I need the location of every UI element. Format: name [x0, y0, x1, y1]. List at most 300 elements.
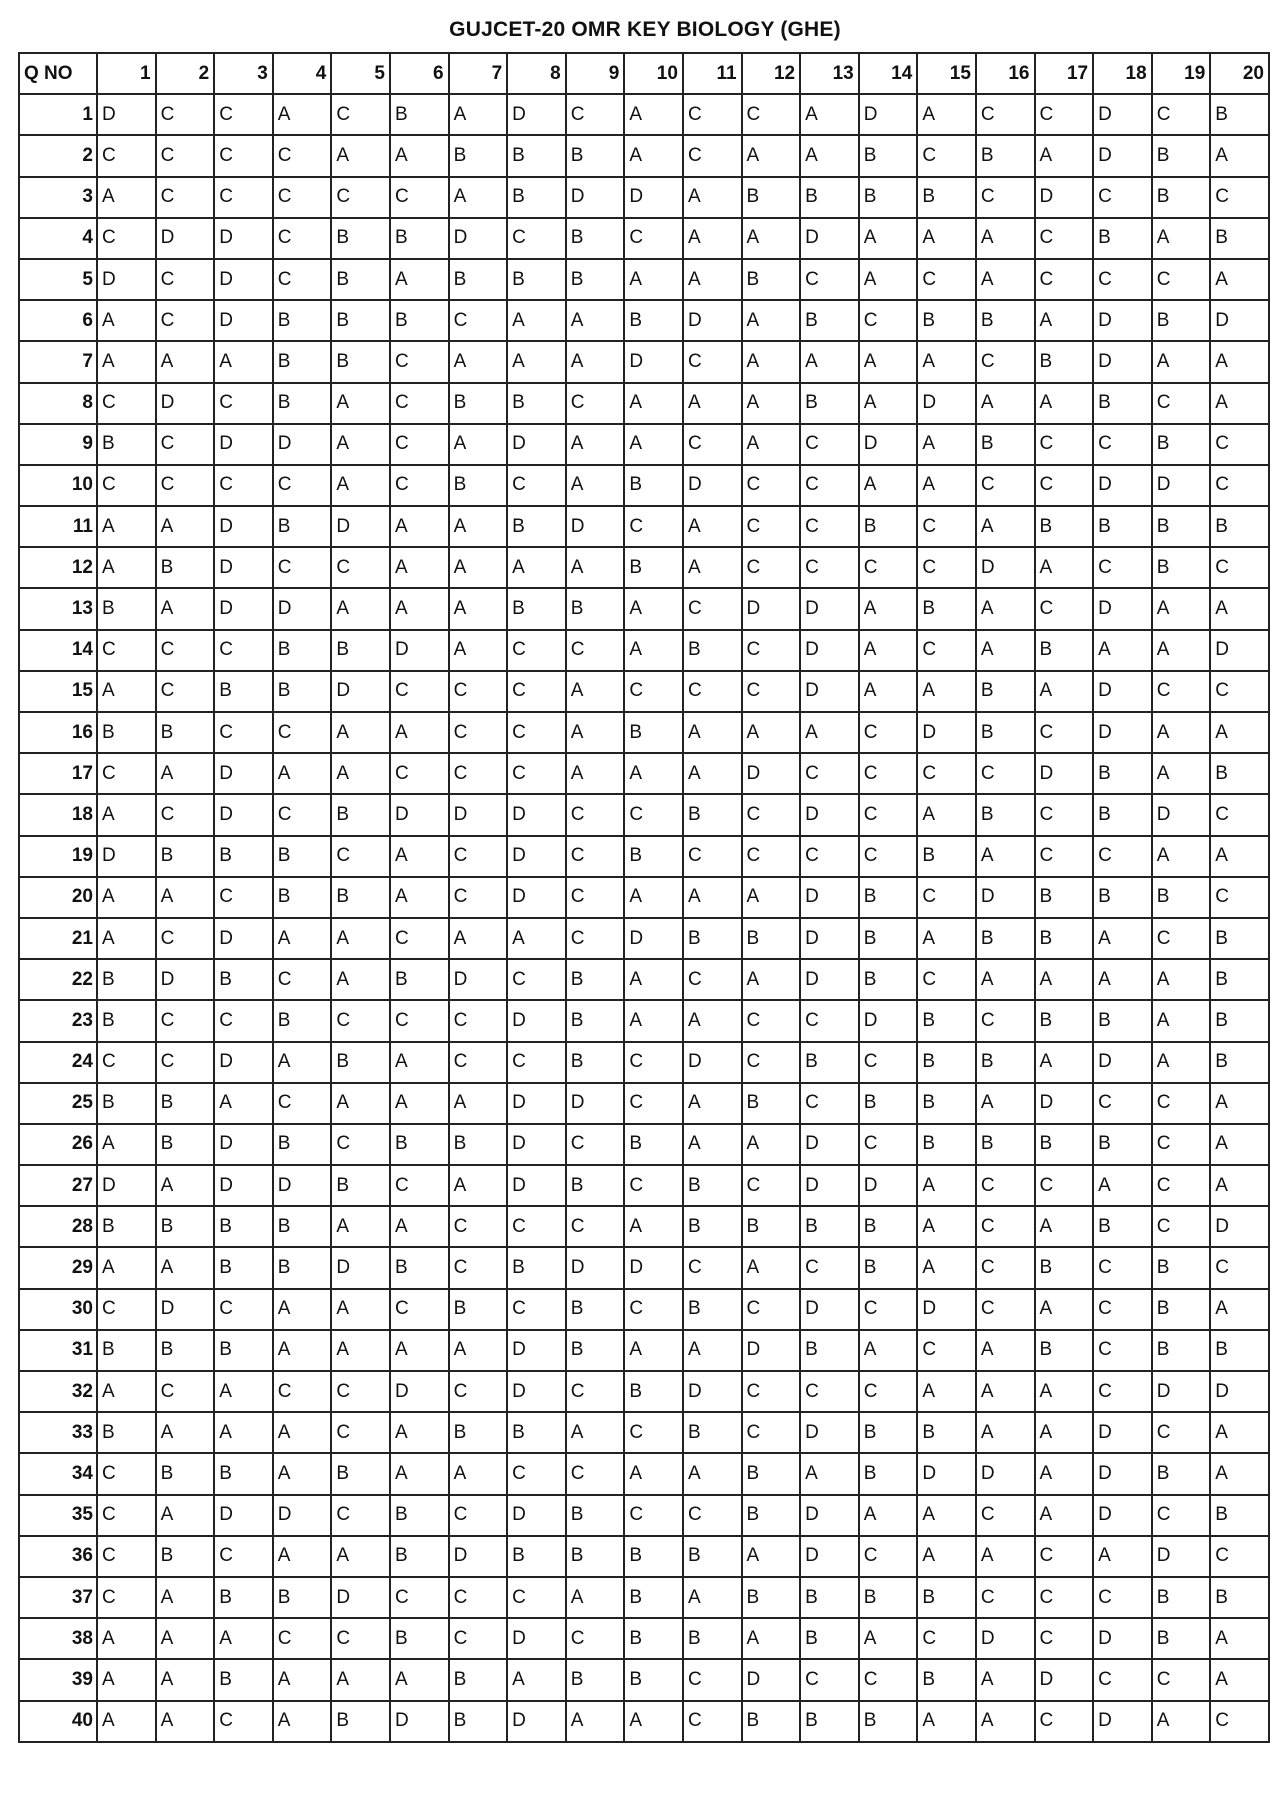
answer-cell: B: [566, 1165, 625, 1206]
answer-cell: C: [683, 959, 742, 1000]
answer-cell: D: [800, 1124, 859, 1165]
answer-cell: D: [507, 94, 566, 135]
answer-cell: D: [624, 177, 683, 218]
answer-cell: B: [507, 135, 566, 176]
answer-cell: D: [1035, 753, 1094, 794]
set-header: 14: [859, 53, 918, 94]
answer-cell: D: [97, 1165, 156, 1206]
answer-cell: A: [624, 383, 683, 424]
answer-cell: C: [390, 465, 449, 506]
answer-cell: C: [273, 959, 332, 1000]
answer-cell: A: [1093, 959, 1152, 1000]
answer-cell: D: [917, 1453, 976, 1494]
answer-cell: C: [566, 1618, 625, 1659]
answer-cell: C: [273, 712, 332, 753]
answer-cell: B: [1210, 218, 1269, 259]
answer-cell: C: [800, 836, 859, 877]
answer-cell: B: [800, 177, 859, 218]
answer-cell: C: [1210, 465, 1269, 506]
answer-cell: C: [449, 1206, 508, 1247]
answer-cell: C: [156, 465, 215, 506]
answer-cell: A: [390, 1206, 449, 1247]
answer-cell: A: [1210, 588, 1269, 629]
answer-cell: B: [566, 959, 625, 1000]
answer-cell: D: [156, 383, 215, 424]
answer-cell: C: [97, 1042, 156, 1083]
answer-cell: C: [97, 630, 156, 671]
answer-cell: C: [976, 1247, 1035, 1288]
answer-cell: A: [97, 1247, 156, 1288]
answer-cell: A: [683, 177, 742, 218]
answer-cell: C: [800, 465, 859, 506]
answer-cell: C: [273, 259, 332, 300]
answer-cell: C: [449, 1495, 508, 1536]
answer-cell: A: [331, 588, 390, 629]
answer-cell: A: [566, 1412, 625, 1453]
question-number: 4: [19, 218, 97, 259]
answer-cell: A: [624, 588, 683, 629]
table-row: [19, 1577, 1269, 1618]
question-number: 2: [19, 135, 97, 176]
answer-cell: D: [800, 959, 859, 1000]
answer-cell: C: [331, 1412, 390, 1453]
answer-cell: B: [742, 1083, 801, 1124]
question-number: 27: [19, 1165, 97, 1206]
answer-cell: A: [507, 547, 566, 588]
question-number: 39: [19, 1659, 97, 1700]
answer-cell: B: [1210, 94, 1269, 135]
table-row: [19, 177, 1269, 218]
answer-cell: A: [859, 671, 918, 712]
answer-cell: C: [1035, 1536, 1094, 1577]
answer-cell: C: [214, 135, 273, 176]
answer-cell: D: [800, 630, 859, 671]
answer-cell: B: [156, 1206, 215, 1247]
answer-cell: C: [859, 753, 918, 794]
answer-cell: A: [683, 877, 742, 918]
answer-cell: D: [1093, 1618, 1152, 1659]
answer-cell: D: [800, 918, 859, 959]
answer-cell: B: [449, 465, 508, 506]
answer-cell: B: [917, 588, 976, 629]
answer-cell: A: [859, 465, 918, 506]
answer-cell: C: [449, 1247, 508, 1288]
answer-cell: A: [917, 794, 976, 835]
answer-cell: D: [1093, 671, 1152, 712]
answer-cell: A: [624, 877, 683, 918]
answer-cell: B: [624, 1536, 683, 1577]
answer-cell: C: [859, 1536, 918, 1577]
answer-cell: D: [976, 1618, 1035, 1659]
question-number: 1: [19, 94, 97, 135]
answer-cell: C: [1035, 218, 1094, 259]
answer-cell: B: [1093, 218, 1152, 259]
answer-cell: D: [1210, 1206, 1269, 1247]
answer-cell: A: [800, 341, 859, 382]
answer-cell: C: [390, 424, 449, 465]
answer-cell: B: [742, 259, 801, 300]
answer-cell: A: [1152, 341, 1211, 382]
answer-cell: A: [97, 300, 156, 341]
answer-cell: A: [390, 877, 449, 918]
answer-cell: B: [859, 1412, 918, 1453]
answer-cell: D: [390, 794, 449, 835]
answer-cell: C: [449, 300, 508, 341]
table-body: [19, 94, 1269, 1742]
table-header: [19, 53, 1269, 94]
answer-cell: D: [507, 424, 566, 465]
answer-cell: C: [273, 1083, 332, 1124]
answer-cell: C: [742, 94, 801, 135]
table-row: [19, 1000, 1269, 1041]
answer-cell: B: [1035, 341, 1094, 382]
answer-cell: C: [742, 506, 801, 547]
answer-cell: C: [1152, 1659, 1211, 1700]
answer-cell: C: [976, 177, 1035, 218]
answer-cell: B: [1152, 877, 1211, 918]
answer-cell: C: [1093, 1289, 1152, 1330]
question-number: 40: [19, 1701, 97, 1742]
answer-cell: A: [566, 712, 625, 753]
answer-cell: C: [917, 753, 976, 794]
set-header: 18: [1093, 53, 1152, 94]
answer-cell: B: [1152, 1289, 1211, 1330]
table-row: [19, 341, 1269, 382]
table-row: [19, 1495, 1269, 1536]
answer-cell: A: [624, 259, 683, 300]
answer-cell: D: [800, 1536, 859, 1577]
answer-cell: A: [390, 836, 449, 877]
answer-cell: A: [273, 94, 332, 135]
table-row: [19, 712, 1269, 753]
answer-cell: C: [214, 465, 273, 506]
answer-cell: D: [1210, 1371, 1269, 1412]
answer-cell: C: [273, 547, 332, 588]
answer-cell: C: [683, 1701, 742, 1742]
answer-cell: C: [742, 671, 801, 712]
answer-cell: A: [331, 1289, 390, 1330]
answer-cell: A: [742, 959, 801, 1000]
answer-cell: C: [156, 671, 215, 712]
set-header: 16: [976, 53, 1035, 94]
answer-cell: B: [800, 383, 859, 424]
answer-cell: A: [214, 1412, 273, 1453]
answer-cell: D: [1093, 135, 1152, 176]
answer-cell: A: [1035, 1042, 1094, 1083]
answer-cell: C: [449, 877, 508, 918]
answer-cell: C: [1035, 794, 1094, 835]
answer-cell: B: [859, 1206, 918, 1247]
answer-cell: C: [917, 1618, 976, 1659]
answer-cell: A: [683, 1083, 742, 1124]
answer-cell: C: [859, 547, 918, 588]
answer-cell: C: [566, 94, 625, 135]
answer-cell: C: [1210, 671, 1269, 712]
answer-cell: A: [449, 630, 508, 671]
answer-cell: B: [331, 1701, 390, 1742]
answer-cell: B: [156, 712, 215, 753]
answer-cell: C: [1152, 1495, 1211, 1536]
answer-cell: C: [1035, 1165, 1094, 1206]
answer-cell: B: [917, 300, 976, 341]
answer-cell: B: [683, 630, 742, 671]
answer-cell: D: [1093, 712, 1152, 753]
answer-cell: B: [859, 1083, 918, 1124]
answer-cell: A: [859, 1330, 918, 1371]
answer-cell: C: [507, 1453, 566, 1494]
answer-cell: C: [566, 1206, 625, 1247]
answer-cell: B: [273, 1000, 332, 1041]
answer-cell: B: [156, 1330, 215, 1371]
answer-cell: B: [683, 794, 742, 835]
question-number: 8: [19, 383, 97, 424]
answer-cell: C: [800, 259, 859, 300]
answer-cell: B: [331, 300, 390, 341]
table-row: [19, 671, 1269, 712]
answer-cell: A: [976, 1371, 1035, 1412]
answer-cell: D: [156, 1289, 215, 1330]
table-row: [19, 1124, 1269, 1165]
answer-cell: D: [800, 218, 859, 259]
answer-cell: C: [449, 712, 508, 753]
answer-cell: A: [507, 300, 566, 341]
answer-cell: D: [742, 1659, 801, 1700]
answer-cell: A: [1210, 1453, 1269, 1494]
answer-cell: B: [1093, 383, 1152, 424]
answer-cell: A: [97, 1701, 156, 1742]
answer-cell: D: [1210, 300, 1269, 341]
table-row: [19, 1412, 1269, 1453]
answer-cell: A: [331, 135, 390, 176]
answer-cell: B: [800, 1577, 859, 1618]
answer-cell: B: [566, 135, 625, 176]
answer-cell: A: [976, 1412, 1035, 1453]
answer-cell: A: [449, 1330, 508, 1371]
answer-cell: D: [1093, 300, 1152, 341]
answer-cell: B: [859, 918, 918, 959]
answer-cell: A: [156, 1165, 215, 1206]
answer-cell: A: [800, 1453, 859, 1494]
answer-cell: A: [331, 1330, 390, 1371]
answer-cell: D: [97, 259, 156, 300]
answer-cell: A: [390, 1412, 449, 1453]
answer-cell: C: [859, 794, 918, 835]
answer-cell: A: [859, 630, 918, 671]
answer-cell: B: [331, 1042, 390, 1083]
answer-cell: B: [390, 300, 449, 341]
question-number: 38: [19, 1618, 97, 1659]
answer-cell: B: [566, 1000, 625, 1041]
answer-cell: C: [1035, 94, 1094, 135]
answer-cell: B: [97, 1083, 156, 1124]
answer-cell: C: [859, 1371, 918, 1412]
answer-cell: A: [273, 1659, 332, 1700]
answer-cell: B: [97, 712, 156, 753]
answer-cell: B: [1152, 177, 1211, 218]
answer-cell: C: [273, 177, 332, 218]
answer-cell: A: [214, 341, 273, 382]
answer-cell: C: [507, 218, 566, 259]
answer-cell: B: [1152, 300, 1211, 341]
answer-cell: A: [156, 877, 215, 918]
answer-cell: B: [917, 1412, 976, 1453]
answer-cell: B: [449, 259, 508, 300]
answer-cell: C: [273, 1371, 332, 1412]
answer-cell: A: [683, 1330, 742, 1371]
answer-cell: C: [507, 630, 566, 671]
answer-cell: A: [1152, 1042, 1211, 1083]
answer-cell: B: [214, 1453, 273, 1494]
answer-cell: C: [214, 712, 273, 753]
answer-cell: C: [1152, 383, 1211, 424]
answer-cell: A: [156, 1659, 215, 1700]
answer-cell: A: [97, 671, 156, 712]
answer-cell: B: [683, 1618, 742, 1659]
answer-cell: C: [859, 1289, 918, 1330]
answer-cell: D: [1093, 1701, 1152, 1742]
set-header: 5: [331, 53, 390, 94]
question-number: 23: [19, 1000, 97, 1041]
answer-cell: B: [566, 1495, 625, 1536]
answer-cell: D: [1152, 1536, 1211, 1577]
set-header: 11: [683, 53, 742, 94]
answer-cell: D: [800, 1165, 859, 1206]
answer-cell: D: [214, 547, 273, 588]
answer-cell: A: [1035, 1289, 1094, 1330]
answer-cell: A: [214, 1618, 273, 1659]
answer-cell: D: [390, 1371, 449, 1412]
omr-key-table: [18, 52, 1270, 1743]
answer-cell: B: [917, 1124, 976, 1165]
question-number: 16: [19, 712, 97, 753]
set-header: 4: [273, 53, 332, 94]
answer-cell: A: [1152, 630, 1211, 671]
table-row: [19, 424, 1269, 465]
question-number: 17: [19, 753, 97, 794]
question-number: 22: [19, 959, 97, 1000]
answer-cell: B: [800, 1330, 859, 1371]
answer-cell: A: [1152, 1701, 1211, 1742]
answer-cell: A: [566, 465, 625, 506]
answer-cell: A: [1152, 836, 1211, 877]
answer-cell: A: [331, 1536, 390, 1577]
answer-cell: D: [683, 1371, 742, 1412]
answer-cell: A: [1210, 383, 1269, 424]
answer-cell: D: [742, 588, 801, 629]
table-row: [19, 794, 1269, 835]
answer-cell: C: [624, 671, 683, 712]
answer-cell: A: [976, 1659, 1035, 1700]
answer-cell: C: [273, 218, 332, 259]
answer-cell: D: [507, 1165, 566, 1206]
answer-cell: C: [331, 1000, 390, 1041]
answer-cell: D: [1093, 94, 1152, 135]
answer-cell: A: [97, 506, 156, 547]
answer-cell: B: [859, 877, 918, 918]
table-row: [19, 1701, 1269, 1742]
question-number: 36: [19, 1536, 97, 1577]
answer-cell: A: [449, 341, 508, 382]
answer-cell: C: [917, 547, 976, 588]
answer-cell: A: [1210, 1659, 1269, 1700]
question-number: 28: [19, 1206, 97, 1247]
answer-cell: B: [624, 836, 683, 877]
answer-cell: D: [1035, 1659, 1094, 1700]
answer-cell: B: [859, 959, 918, 1000]
answer-cell: B: [214, 671, 273, 712]
answer-cell: B: [1093, 753, 1152, 794]
answer-cell: B: [976, 1042, 1035, 1083]
answer-cell: B: [566, 218, 625, 259]
answer-cell: C: [1152, 94, 1211, 135]
answer-cell: B: [1152, 424, 1211, 465]
set-header: 7: [449, 53, 508, 94]
answer-cell: A: [624, 1206, 683, 1247]
answer-cell: C: [1035, 836, 1094, 877]
answer-cell: D: [449, 959, 508, 1000]
answer-cell: B: [976, 794, 1035, 835]
table-row: [19, 547, 1269, 588]
answer-cell: D: [507, 877, 566, 918]
answer-cell: B: [1152, 1247, 1211, 1288]
question-number: 5: [19, 259, 97, 300]
answer-cell: A: [1210, 135, 1269, 176]
answer-cell: A: [1210, 1289, 1269, 1330]
answer-cell: C: [156, 918, 215, 959]
answer-cell: B: [331, 794, 390, 835]
answer-cell: C: [449, 1577, 508, 1618]
answer-cell: D: [800, 1289, 859, 1330]
answer-cell: C: [1152, 1165, 1211, 1206]
table-row: [19, 1330, 1269, 1371]
answer-cell: A: [683, 1453, 742, 1494]
answer-cell: A: [1210, 1165, 1269, 1206]
answer-cell: A: [976, 1083, 1035, 1124]
answer-cell: B: [917, 1083, 976, 1124]
answer-cell: D: [214, 1165, 273, 1206]
answer-cell: A: [449, 1453, 508, 1494]
answer-cell: C: [156, 1371, 215, 1412]
answer-cell: C: [214, 877, 273, 918]
answer-cell: B: [859, 506, 918, 547]
answer-cell: C: [507, 1577, 566, 1618]
answer-cell: A: [976, 383, 1035, 424]
answer-cell: C: [1152, 1083, 1211, 1124]
table-row: [19, 918, 1269, 959]
answer-cell: C: [1035, 712, 1094, 753]
answer-cell: B: [624, 1577, 683, 1618]
answer-cell: B: [859, 1577, 918, 1618]
answer-cell: B: [273, 836, 332, 877]
answer-cell: B: [1035, 506, 1094, 547]
answer-cell: C: [800, 1371, 859, 1412]
answer-cell: C: [917, 959, 976, 1000]
answer-cell: A: [1035, 300, 1094, 341]
answer-cell: C: [917, 877, 976, 918]
question-number: 30: [19, 1289, 97, 1330]
answer-cell: A: [273, 1453, 332, 1494]
answer-cell: B: [390, 1536, 449, 1577]
answer-cell: D: [449, 218, 508, 259]
answer-cell: C: [1152, 1206, 1211, 1247]
answer-cell: D: [97, 836, 156, 877]
answer-cell: C: [449, 1000, 508, 1041]
answer-cell: A: [390, 259, 449, 300]
answer-cell: D: [390, 630, 449, 671]
question-number: 18: [19, 794, 97, 835]
qno-header: Q NO: [19, 53, 97, 94]
answer-cell: D: [1093, 465, 1152, 506]
